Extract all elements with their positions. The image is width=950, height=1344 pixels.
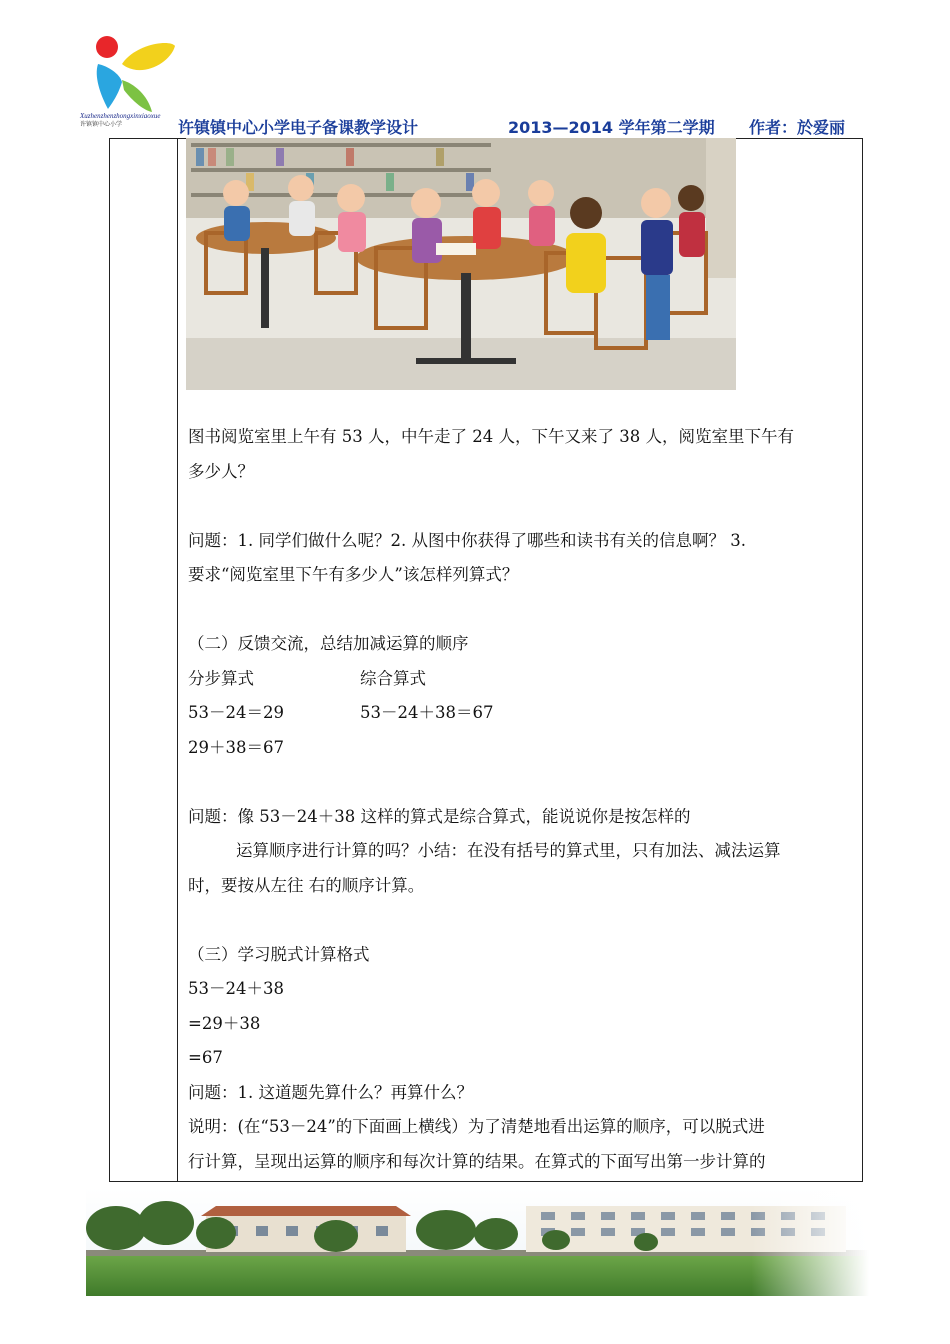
calc-step-3: =67 xyxy=(188,1048,223,1067)
header-term: 2013—2014 学年第二学期 xyxy=(508,118,715,137)
step-formula-2: 29＋38＝67 xyxy=(188,737,284,757)
header-author: 作者：於爱丽 xyxy=(749,118,846,137)
problem-line-1: 图书阅览室里上午有 53 人，中午走了 24 人，下午又来了 38 人，阅览室里下午有 xyxy=(188,427,794,446)
school-campus-photo xyxy=(86,1188,869,1296)
combined-formula-heading: 综合算式 xyxy=(360,668,426,688)
column-headings xyxy=(188,662,856,697)
note-line-2: 行计算，呈现出运算的顺序和每次计算的结果。在算式的下面写出第一步计算的 xyxy=(188,1151,766,1171)
logo-pinyin: Xuzhenzhenzhongxinxiaoxue xyxy=(80,112,161,120)
note-line-1: 说明：(在“53－24”的下面画上横线）为了清楚地看出运算的顺序，可以脱式进 xyxy=(188,1117,765,1136)
question-3: 问题：1. 这道题先算什么？再算什么？ xyxy=(188,1082,473,1102)
library-reading-illustration xyxy=(186,138,736,390)
lesson-content xyxy=(188,420,856,1179)
step-formula-heading: 分步算式 xyxy=(188,668,254,688)
problem-line-2: 多少人？ xyxy=(188,461,254,481)
question-2-line-3: 时，要按从左往 右的顺序计算。 xyxy=(188,875,425,895)
section-2-title: （二）反馈交流，总结加减运算的顺序 xyxy=(188,634,469,653)
table-column-divider xyxy=(177,138,178,1182)
formula-row-1 xyxy=(188,696,856,731)
page-header xyxy=(178,115,864,139)
logo-chinese: 许镇镇中心小学 xyxy=(80,122,123,128)
question-2-line-1: 问题：像 53－24＋38 这样的算式是综合算式，能说说你是按怎样的 xyxy=(188,806,691,826)
question-2-line-2: 运算顺序进行计算的吗？小结：在没有括号的算式里，只有加法、减法运算 xyxy=(236,841,781,860)
question-1-line-1: 问题：1. 同学们做什么呢？2. 从图中你获得了哪些和读书有关的信息啊？ 3. xyxy=(188,530,746,550)
combined-formula: 53－24＋38＝67 xyxy=(360,703,494,722)
question-1-line-2: 要求“阅览室里下午有多少人”该怎样列算式？ xyxy=(188,565,519,584)
calc-step-2: =29＋38 xyxy=(188,1013,261,1033)
calc-step-1: 53－24＋38 xyxy=(188,979,284,998)
section-3-title: （三）学习脱式计算格式 xyxy=(188,944,370,964)
step-formula-1: 53－24＝29 xyxy=(188,703,284,722)
header-school-design: 许镇镇中心小学电子备课教学设计 xyxy=(178,118,419,137)
